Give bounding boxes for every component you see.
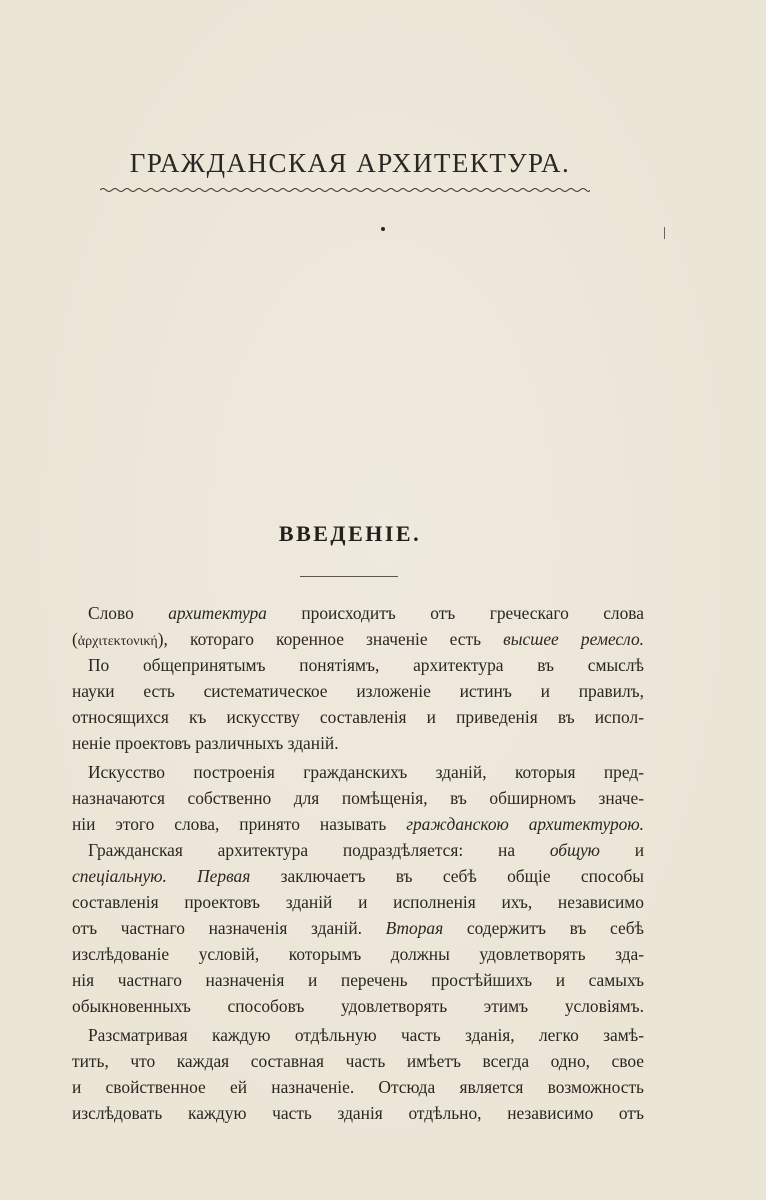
text-line: тить, что каждая составная часть имѣетъ всегда одно, свое bbox=[72, 1050, 644, 1071]
text-line: Разсматривая каждую отдѣльную часть зданія, легко замѣ- bbox=[88, 1024, 644, 1045]
text-line: неніе проектовъ различныхъ зданій. bbox=[72, 733, 339, 754]
text-line: спеціальную. Первая заключаетъ въ себѣ общіе способы bbox=[72, 865, 644, 886]
text-line: относящихся къ искусству составленія и приведенія въ испол- bbox=[72, 707, 644, 728]
text-line: обыкновенныхъ способовъ удовлетворять этимъ условіямъ. bbox=[72, 996, 644, 1017]
text-line: Искусство построенія гражданскихъ зданій, которыя пред- bbox=[88, 761, 644, 782]
title-wavy-rule bbox=[100, 186, 590, 194]
section-rule bbox=[300, 576, 398, 577]
text-line: изслѣдовать каждую часть зданія отдѣльно, независимо отъ bbox=[72, 1102, 644, 1123]
text-line: Слово архитектура происходитъ отъ греческаго слова bbox=[88, 603, 645, 623]
text-line: (ἀρχιτεκτονική), котораго коренное значеніе есть высшее ремесло. bbox=[72, 629, 644, 650]
text-line: Гражданская архитектура подраздѣляется: на общую и bbox=[88, 839, 645, 860]
body-text bbox=[72, 600, 644, 1126]
text-line: нія частнаго назначенія и перечень простѣйшихъ и самыхъ bbox=[72, 970, 644, 991]
margin-mark bbox=[664, 227, 665, 239]
text-line: составленія проектовъ зданій и исполненія ихъ, независимо bbox=[72, 892, 644, 913]
text-line: отъ частнаго назначенія зданій. Вторая содержитъ въ себѣ bbox=[72, 918, 644, 939]
text-line: ніи этого слова, принято называть гражданскою архитектурою. bbox=[72, 813, 644, 834]
page-title: ГРАЖДАНСКАЯ АРХИТЕКТУРА. bbox=[129, 148, 571, 178]
text-line: и свойственное ей назначеніе. Отсюда является возможность bbox=[72, 1076, 644, 1097]
text-line: науки есть систематическое изложеніе истинъ и правилъ, bbox=[72, 681, 644, 702]
text-line: изслѣдованіе условій, которымъ должны удовлетворять зда- bbox=[72, 944, 644, 965]
ornament-dot bbox=[381, 227, 385, 231]
text-line: По общепринятымъ понятіямъ, архитектура въ смыслѣ bbox=[88, 655, 644, 676]
text-line: назначаются собственно для помѣщенія, въ обширномъ значе- bbox=[72, 787, 644, 808]
section-heading: ВВЕДЕНІЕ. bbox=[278, 521, 422, 546]
